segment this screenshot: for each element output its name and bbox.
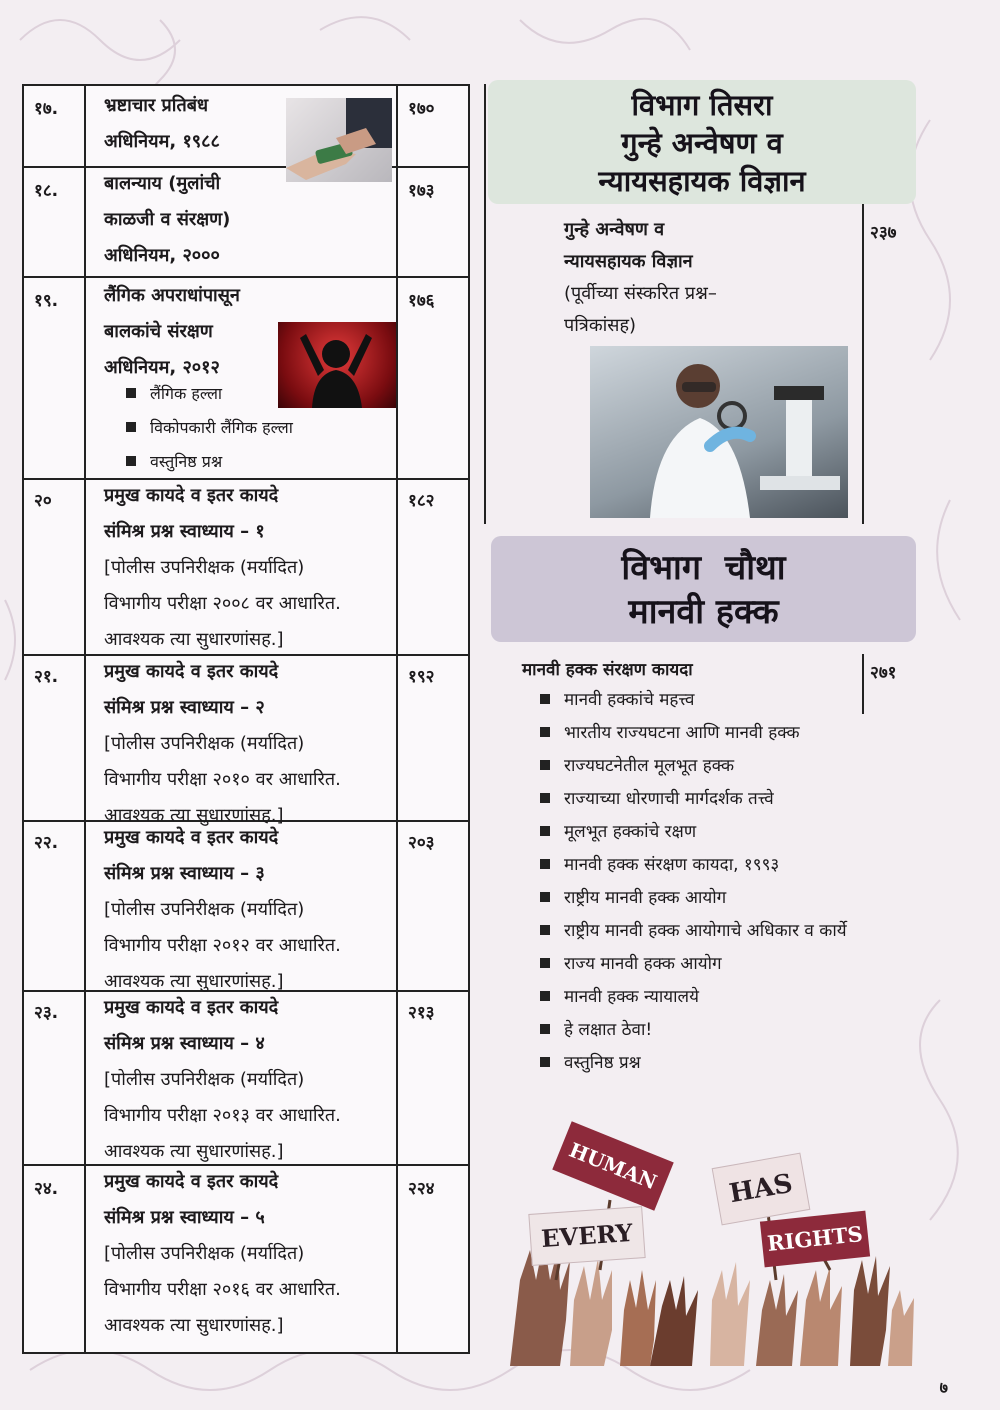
list-item: वस्तुनिष्ठ प्रश्न (540, 1049, 854, 1082)
section-3-header: विभाग तिसरा गुन्हे अन्वेषण व न्यायसहायक विज्ञान (488, 80, 916, 204)
row-number: २४. (34, 1179, 59, 1199)
row-title[interactable]: भ्रष्टाचार प्रतिबंध अधिनियम, १९८८ (104, 95, 220, 152)
row-19-bullets (126, 376, 293, 478)
row-page: १७० (408, 99, 435, 119)
row-page: १७३ (408, 181, 435, 201)
list-item: राज्याच्या धोरणाची मार्गदर्शक तत्त्वे (540, 785, 854, 818)
row-title[interactable]: प्रमुख कायदे व इतर कायदे संमिश्र प्रश्न स्वाध्याय – ३ [पोलीस उपनिरीक्षक (मर्यादित) विभागीय परीक्षा २०१२ वर आधारित. आवश्यक त्या सुधारणांसह.] (104, 827, 341, 992)
list-item: मानवी हक्कांचे महत्त्व (540, 686, 854, 719)
row-number: २३. (34, 1003, 59, 1023)
row-title[interactable]: प्रमुख कायदे व इतर कायदे संमिश्र प्रश्न स्वाध्याय – २ [पोलीस उपनिरीक्षक (मर्यादित) विभागीय परीक्षा २०१० वर आधारित. आवश्यक त्या सुधारणांसह.] (104, 661, 341, 826)
list-item: राज्य मानवी हक्क आयोग (540, 950, 854, 983)
section-4-header: विभाग चौथा मानवी हक्क (491, 536, 916, 642)
list-item: लैंगिक हल्ला (126, 376, 293, 410)
list-item: राष्ट्रीय मानवी हक्क आयोगाचे अधिकार व कार्ये (540, 917, 854, 950)
row-title[interactable]: लैंगिक अपराधांपासून बालकांचे संरक्षण अधिनियम, २०१२ (104, 285, 240, 378)
row-page: १७६ (408, 291, 435, 311)
list-item: वस्तुनिष्ठ प्रश्न (126, 444, 293, 478)
section-4-title[interactable]: मानवी हक्क संरक्षण कायदा (522, 660, 693, 680)
row-number: १७. (34, 99, 59, 119)
human-rights-illustration (500, 1130, 920, 1366)
row-title[interactable]: प्रमुख कायदे व इतर कायदे संमिश्र प्रश्न स्वाध्याय – ४ [पोलीस उपनिरीक्षक (मर्यादित) विभागीय परीक्षा २०१३ वर आधारित. आवश्यक त्या सुधारणांसह.] (104, 997, 341, 1162)
row-page: १९२ (408, 667, 435, 687)
list-item: राज्यघटनेतील मूलभूत हक्क (540, 752, 854, 785)
row-number: २१. (34, 667, 59, 687)
row-page: १८२ (408, 491, 435, 511)
list-item: मानवी हक्क न्यायालये (540, 983, 854, 1016)
corruption-image (286, 98, 392, 182)
row-page: २०३ (408, 833, 435, 853)
section-3-entry[interactable]: गुन्हे अन्वेषण व न्यायसहायक विज्ञान (पूर्वीच्या संस्करित प्रश्न– पत्रिकांसह) (564, 219, 717, 336)
section-4-bullets (540, 686, 854, 1082)
list-item: हे लक्षात ठेवा! (540, 1016, 854, 1049)
sign-human: HUMAN (552, 1121, 673, 1210)
row-title[interactable]: प्रमुख कायदे व इतर कायदे संमिश्र प्रश्न स्वाध्याय – १ [पोलीस उपनिरीक्षक (मर्यादित) विभागीय परीक्षा २००८ वर आधारित. आवश्यक त्या सुधारणांसह.] (104, 485, 341, 650)
sign-has: HAS (712, 1153, 811, 1226)
row-number: २२. (34, 833, 59, 853)
list-item: मानवी हक्क संरक्षण कायदा, १९९३ (540, 851, 854, 884)
child-protection-image (278, 322, 396, 408)
row-page: २२४ (408, 1179, 435, 1199)
list-item: भारतीय राज्यघटना आणि मानवी हक्क (540, 719, 854, 752)
list-item: विकोपकारी लैंगिक हल्ला (126, 410, 293, 444)
forensic-scientist-image (590, 346, 848, 518)
page-number: ७ (939, 1378, 948, 1397)
section-4-page: २७१ (870, 663, 897, 683)
sign-rights: RIGHTS (760, 1211, 870, 1268)
section-3-page: २३७ (870, 223, 897, 243)
row-number: १९. (34, 291, 59, 311)
contents-table-left (22, 84, 470, 1354)
list-item: मूलभूत हक्कांचे रक्षण (540, 818, 854, 851)
row-number: २० (34, 491, 52, 511)
row-number: १८. (34, 181, 59, 201)
row-page: २१३ (408, 1003, 435, 1023)
list-item: राष्ट्रीय मानवी हक्क आयोग (540, 884, 854, 917)
row-title[interactable]: बालन्याय (मुलांची काळजी व संरक्षण) अधिनियम, २००० (104, 173, 231, 266)
row-title[interactable]: प्रमुख कायदे व इतर कायदे संमिश्र प्रश्न स्वाध्याय – ५ [पोलीस उपनिरीक्षक (मर्यादित) विभागीय परीक्षा २०१६ वर आधारित. आवश्यक त्या सुधारणांसह.] (104, 1171, 341, 1336)
sign-every: EVERY (528, 1206, 645, 1266)
